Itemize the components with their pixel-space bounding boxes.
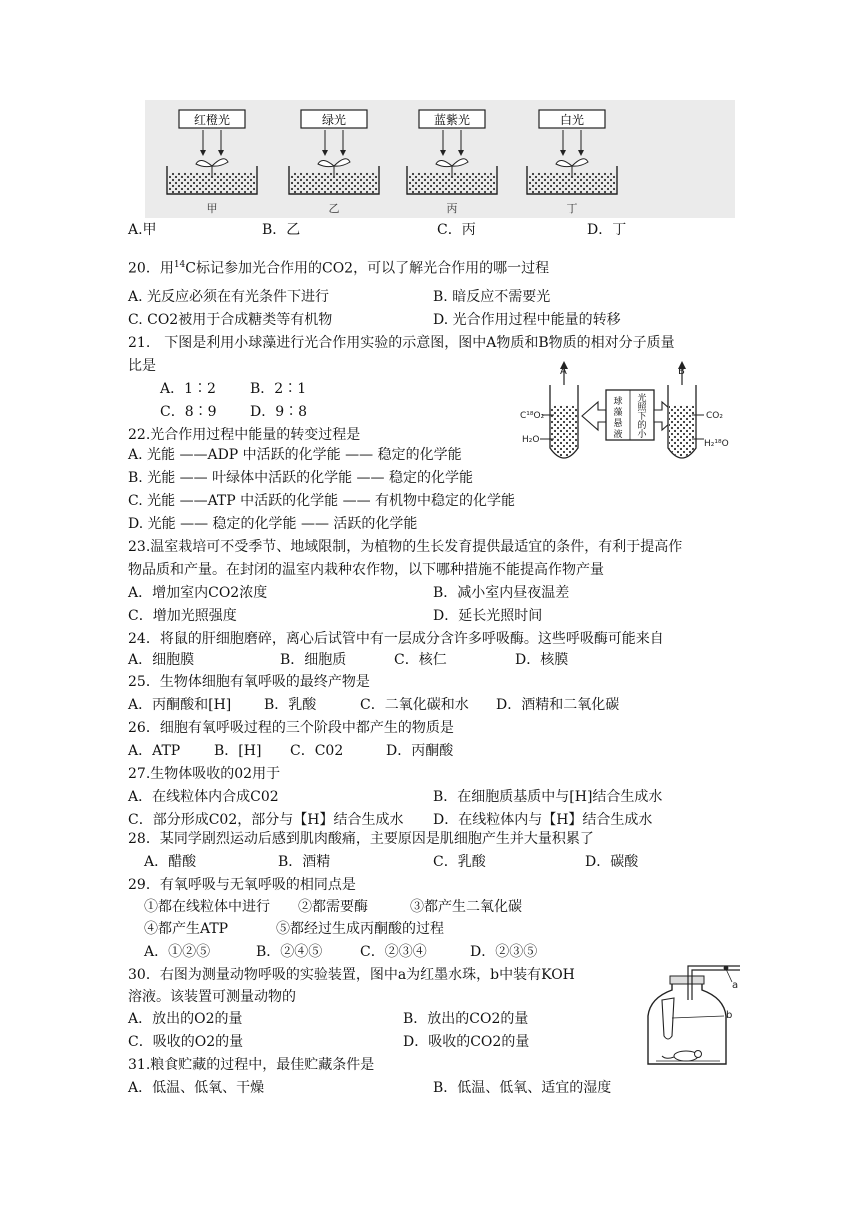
q28-stem: 28．某同学剧烈运动后感到肌肉酸痛，主要原因是肌细胞产生并大量积累了 <box>128 831 594 847</box>
q22-option-d: D. 光能 —— 稳定的化学能 —— 活跃的化学能 <box>128 516 418 532</box>
box-text-1: 液 <box>613 430 623 440</box>
q22-option-b: B. 光能 —— 叶绿体中活跃的化学能 —— 稳定的化学能 <box>128 470 473 486</box>
label-a: a <box>732 980 739 991</box>
q26-option-a: A．ATP <box>128 743 181 759</box>
q21-stem-line1: 21. 下图是利用小球藻进行光合作用实验的示意图，图中A物质和B物质的相对分子质量 <box>128 335 675 351</box>
setup-label: 甲 <box>206 202 218 215</box>
light-label: 绿光 <box>321 113 347 127</box>
label-right-h2o: H₂¹⁸O <box>704 439 729 449</box>
box-text-2: 的 <box>637 421 647 431</box>
box-text-1: 球 <box>613 397 623 407</box>
label-b: b <box>726 1010 733 1021</box>
q23-option-b: B．减小室内昼夜温差 <box>433 585 570 601</box>
q21-option-d: D．9∶8 <box>250 404 308 420</box>
q25-stem: 25．生物体细胞有氧呼吸的最终产物是 <box>128 674 370 690</box>
box-text-2: 下 <box>637 412 647 422</box>
q24-stem: 24．将鼠的肝细胞磨碎，离心后试管中有一层成分含许多呼吸酶。这些呼吸酶可能来自 <box>128 631 664 647</box>
q21-option-b: B．2∶1 <box>250 381 307 397</box>
setup-label: 乙 <box>328 202 340 215</box>
q22-option-c: C. 光能 ——ATP 中活跃的化学能 —— 有机物中稳定的化学能 <box>128 493 516 509</box>
q29-item-2: ②都需要酶 <box>298 899 368 915</box>
q19-option-c: C．丙 <box>437 222 476 238</box>
q30-option-a: A．放出的O2的量 <box>128 1011 243 1027</box>
q20-option-c: C. CO2被用于合成糖类等有机物 <box>128 312 333 328</box>
setup-label: 丁 <box>566 202 578 215</box>
q29-item-1: ①都在线粒体中进行 <box>144 899 270 915</box>
q24-option-c: C．核仁 <box>394 652 447 668</box>
q29-item-4: ④都产生ATP <box>144 921 229 937</box>
box-text-1: 藻 <box>613 408 623 418</box>
respirometer-figure <box>636 960 742 1072</box>
q20-option-b: B. 暗反应不需要光 <box>433 289 551 305</box>
q27-option-c: C．部分形成C02，部分与【H】结合生成水 <box>128 812 404 828</box>
q24-option-a: A．细胞膜 <box>128 652 195 668</box>
q21-option-c: C．8∶9 <box>160 404 217 420</box>
setup-label: 丙 <box>446 202 458 215</box>
q23-option-d: D．延长光照时间 <box>433 608 543 624</box>
q26-option-c: C．C02 <box>290 743 344 759</box>
q21-stem-line2: 比是 <box>128 358 156 374</box>
label-a: A <box>560 366 567 377</box>
q29-item-3: ③都产生二氧化碳 <box>410 899 522 915</box>
q31-option-b: B．低温、低氧、适宜的湿度 <box>433 1080 612 1096</box>
q23-stem-line1: 23.温室栽培可不受季节、地域限制，为植物的生长发育提供最适宜的条件，有利于提高作 <box>128 539 683 555</box>
light-label: 白光 <box>559 113 585 127</box>
light-experiment-figure <box>145 100 735 218</box>
q30-stem-line2: 溶液。该装置可测量动物的 <box>128 989 296 1005</box>
q28-option-b: B．酒精 <box>278 854 331 870</box>
q23-option-a: A．增加室内CO2浓度 <box>128 585 268 601</box>
q27-option-d: D．在线粒体内与【H】结合生成水 <box>433 812 653 828</box>
light-label: 红橙光 <box>193 113 231 127</box>
q29-stem: 29．有氧呼吸与无氧呼吸的相同点是 <box>128 877 356 893</box>
q20-option-a: A. 光反应必须在有光条件下进行 <box>128 289 330 305</box>
q24-option-d: D．核膜 <box>515 652 569 668</box>
box-text-2: 光 <box>637 394 647 404</box>
q27-option-a: A．在线粒体内合成C02 <box>128 789 279 805</box>
q31-stem: 31.粮食贮藏的过程中，最佳贮藏条件是 <box>128 1057 375 1073</box>
q27-stem: 27.生物体吸收的02用于 <box>128 766 281 782</box>
q25-option-d: D．酒精和二氧化碳 <box>496 697 620 713</box>
q29-option-a: A．①②⑤ <box>144 944 211 960</box>
q30-option-b: B．放出的CO2的量 <box>403 1011 529 1027</box>
q26-option-b: B．[H] <box>214 743 262 759</box>
q24-option-b: B．细胞质 <box>280 652 347 668</box>
q29-option-b: B．②④⑤ <box>256 944 323 960</box>
q28-option-c: C．乳酸 <box>433 854 486 870</box>
q25-option-b: B．乳酸 <box>264 697 317 713</box>
q25-option-c: C．二氧化碳和水 <box>360 697 469 713</box>
q19-option-b: B．乙 <box>262 222 301 238</box>
label-left-co2: C¹⁸O₂ <box>520 411 545 421</box>
box-text-1: 悬 <box>613 419 623 429</box>
q29-option-d: D．②③⑤ <box>470 944 538 960</box>
q22-stem: 22.光合作用过程中能量的转变过程是 <box>128 427 361 443</box>
q27-option-b: B．在细胞质基质中与[H]结合生成水 <box>433 789 663 805</box>
q30-option-c: C．吸收的O2的量 <box>128 1034 244 1050</box>
label-right-co2: CO₂ <box>706 411 723 421</box>
q26-option-d: D．丙酮酸 <box>386 743 454 759</box>
q31-option-a: A．低温、低氧、干燥 <box>128 1080 265 1096</box>
q23-option-c: C．增加光照强度 <box>128 608 237 624</box>
label-b: B <box>678 366 685 377</box>
q23-stem-line2: 物品质和产量。在封闭的温室内栽种农作物，以下哪种措施不能提高作物产量 <box>128 562 604 578</box>
box-text-2: 照 <box>637 403 647 413</box>
q26-stem: 26．细胞有氧呼吸过程的三个阶段中都产生的物质是 <box>128 720 454 736</box>
q20-option-d: D. 光合作用过程中能量的转移 <box>433 312 621 328</box>
q30-option-d: D．吸收的CO2的量 <box>403 1034 530 1050</box>
label-left-h2o: H₂O <box>522 435 540 445</box>
q30-stem-line1: 30．右图为测量动物呼吸的实验装置，图中a为红墨水珠，b中装有KOH <box>128 967 575 983</box>
q22-option-a: A. 光能 ——ADP 中活跃的化学能 —— 稳定的化学能 <box>128 447 462 463</box>
q29-item-5: ⑤都经过生成丙酮酸的过程 <box>276 921 444 937</box>
q20-stem: 20．用$^{14}$C标记参加光合作用的CO2，可以了解光合作用的哪一过程 <box>128 260 550 277</box>
q28-option-d: D．碳酸 <box>585 854 639 870</box>
q29-option-c: C．②③④ <box>360 944 427 960</box>
q25-option-a: A．丙酮酸和[H] <box>128 697 232 713</box>
q28-option-a: A．醋酸 <box>144 854 197 870</box>
q21-option-a: A．1∶2 <box>160 381 216 397</box>
box-text-2: 小 <box>637 430 647 440</box>
q19-option-d: D．丁 <box>587 222 627 238</box>
q19-option-a: A.甲 <box>128 222 157 238</box>
light-label: 蓝紫光 <box>433 113 471 127</box>
chlorella-experiment-figure <box>520 360 742 470</box>
